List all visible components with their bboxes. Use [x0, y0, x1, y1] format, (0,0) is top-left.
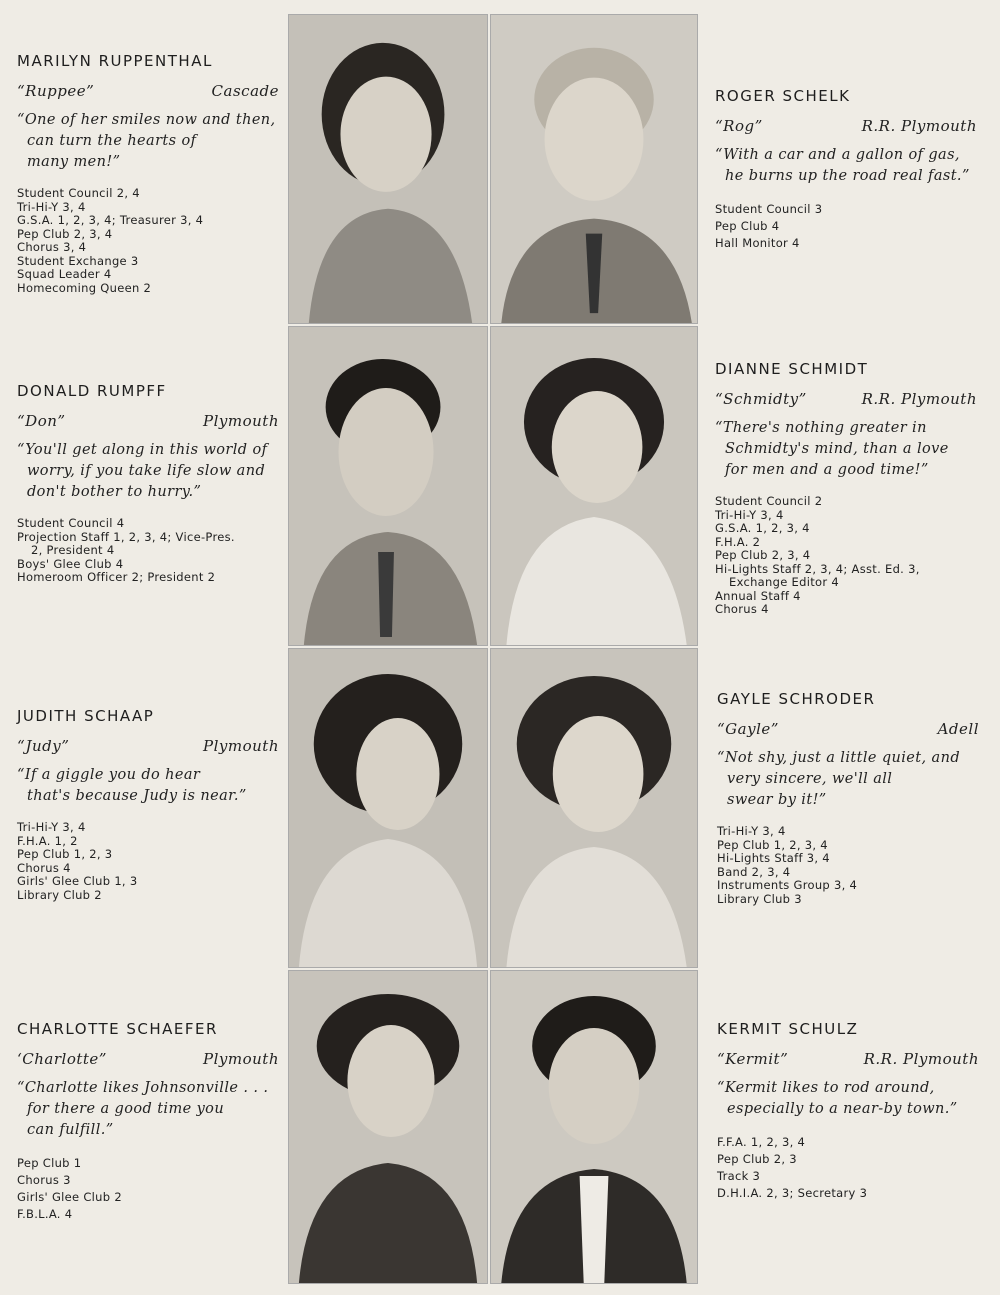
student-entry-dianne-schmidt	[715, 360, 977, 617]
student-name: MARILYN RUPPENTHAL	[17, 52, 213, 70]
student-entry-roger-schelk	[715, 87, 977, 252]
student-activities: Tri-Hi-Y 3, 4 F.H.A. 1, 2 Pep Club 1, 2, 3 Chorus 4 Girls' Glee Club 1, 3 Library Club 2	[17, 820, 138, 902]
student-nickname: “Judy”	[17, 737, 70, 755]
student-hometown: Plymouth	[203, 412, 279, 430]
student-activities: Student Council 2 Tri-Hi-Y 3, 4 G.S.A. 1, 2, 3, 4 F.H.A. 2 Pep Club 2, 3, 4 Hi-Lights Staff 2, 3, 4; Asst. Ed. 3, Exchange Editor 4 Annual Staff 4 Chorus 4	[715, 494, 920, 616]
portrait-photo-donald-rumpff	[288, 326, 488, 646]
student-quote: “Not shy, just a little quiet, and very sincere, we'll all swear by it!”	[717, 750, 961, 808]
student-activities: F.F.A. 1, 2, 3, 4 Pep Club 2, 3 Track 3 D.H.I.A. 2, 3; Secretary 3	[717, 1135, 868, 1200]
student-quote: “You'll get along in this world of worry, if you take life slow and don't bother to hurry.”	[17, 442, 268, 500]
portrait-photo-dianne-schmidt	[490, 326, 698, 646]
student-nickname: “Ruppee”	[17, 82, 95, 100]
student-name: GAYLE SCHRODER	[717, 690, 876, 708]
student-activities: Tri-Hi-Y 3, 4 Pep Club 1, 2, 3, 4 Hi-Lights Staff 3, 4 Band 2, 3, 4 Instruments Group 3, 4 Library Club 3	[717, 824, 858, 906]
student-hometown: R.R. Plymouth	[861, 390, 977, 408]
student-hometown: Plymouth	[203, 1050, 279, 1068]
student-nickname: “Schmidty”	[715, 390, 807, 408]
student-hometown: R.R. Plymouth	[863, 1050, 979, 1068]
student-quote: “There's nothing greater in Schmidty's mind, than a love for men and a good time!”	[715, 420, 949, 478]
student-nickname: “Kermit”	[717, 1050, 789, 1068]
student-hometown: Cascade	[211, 82, 279, 100]
student-nickname: “Rog”	[715, 117, 763, 135]
student-entry-charlotte-schaefer	[17, 1020, 279, 1223]
student-quote: “Charlotte likes Johnsonville . . . for there a good time you can fulfill.”	[17, 1080, 269, 1138]
student-nickname: ‘Charlotte”	[17, 1050, 107, 1068]
portrait-photo-marilyn-ruppenthal	[288, 14, 488, 324]
portrait-photo-gayle-schroder	[490, 648, 698, 968]
student-nickname: “Don”	[17, 412, 66, 430]
student-name: ROGER SCHELK	[715, 87, 851, 105]
student-entry-gayle-schroder	[717, 690, 979, 906]
student-quote: “If a giggle you do hear that's because Judy is near.”	[17, 767, 247, 804]
student-activities: Student Council 4 Projection Staff 1, 2, 3, 4; Vice-Pres. 2, President 4 Boys' Glee Club 4 Homeroom Officer 2; President 2	[17, 516, 235, 584]
student-activities: Student Council 2, 4 Tri-Hi-Y 3, 4 G.S.A. 1, 2, 3, 4; Treasurer 3, 4 Pep Club 2, 3, 4 Chorus 3, 4 Student Exchange 3 Squad Leader 4 Homecoming Queen 2	[17, 186, 204, 295]
student-quote: “Kermit likes to rod around, especially to a near-by town.”	[717, 1080, 958, 1117]
student-quote: “One of her smiles now and then, can turn the hearts of many men!”	[17, 112, 276, 170]
student-name: DONALD RUMPFF	[17, 382, 167, 400]
student-quote: “With a car and a gallon of gas, he burns up the road real fast.”	[715, 147, 970, 184]
student-hometown: R.R. Plymouth	[861, 117, 977, 135]
portrait-photo-kermit-schulz	[490, 970, 698, 1284]
student-nickname: “Gayle”	[717, 720, 779, 738]
portrait-photo-judith-schaap	[288, 648, 488, 968]
student-entry-donald-rumpff	[17, 382, 279, 585]
student-activities: Student Council 3 Pep Club 4 Hall Monitor 4	[715, 202, 823, 250]
student-name: CHARLOTTE SCHAEFER	[17, 1020, 218, 1038]
student-activities: Pep Club 1 Chorus 3 Girls' Glee Club 2 F.B.L.A. 4	[17, 1156, 122, 1221]
student-name: JUDITH SCHAAP	[17, 707, 155, 725]
student-entry-judith-schaap	[17, 707, 279, 902]
student-name: KERMIT SCHULZ	[717, 1020, 859, 1038]
student-hometown: Plymouth	[203, 737, 279, 755]
student-entry-kermit-schulz	[717, 1020, 979, 1202]
portrait-photo-charlotte-schaefer	[288, 970, 488, 1284]
student-hometown: Adell	[937, 720, 979, 738]
portrait-photo-roger-schelk	[490, 14, 698, 324]
student-name: DIANNE SCHMIDT	[715, 360, 869, 378]
student-entry-marilyn-ruppenthal	[17, 52, 279, 295]
